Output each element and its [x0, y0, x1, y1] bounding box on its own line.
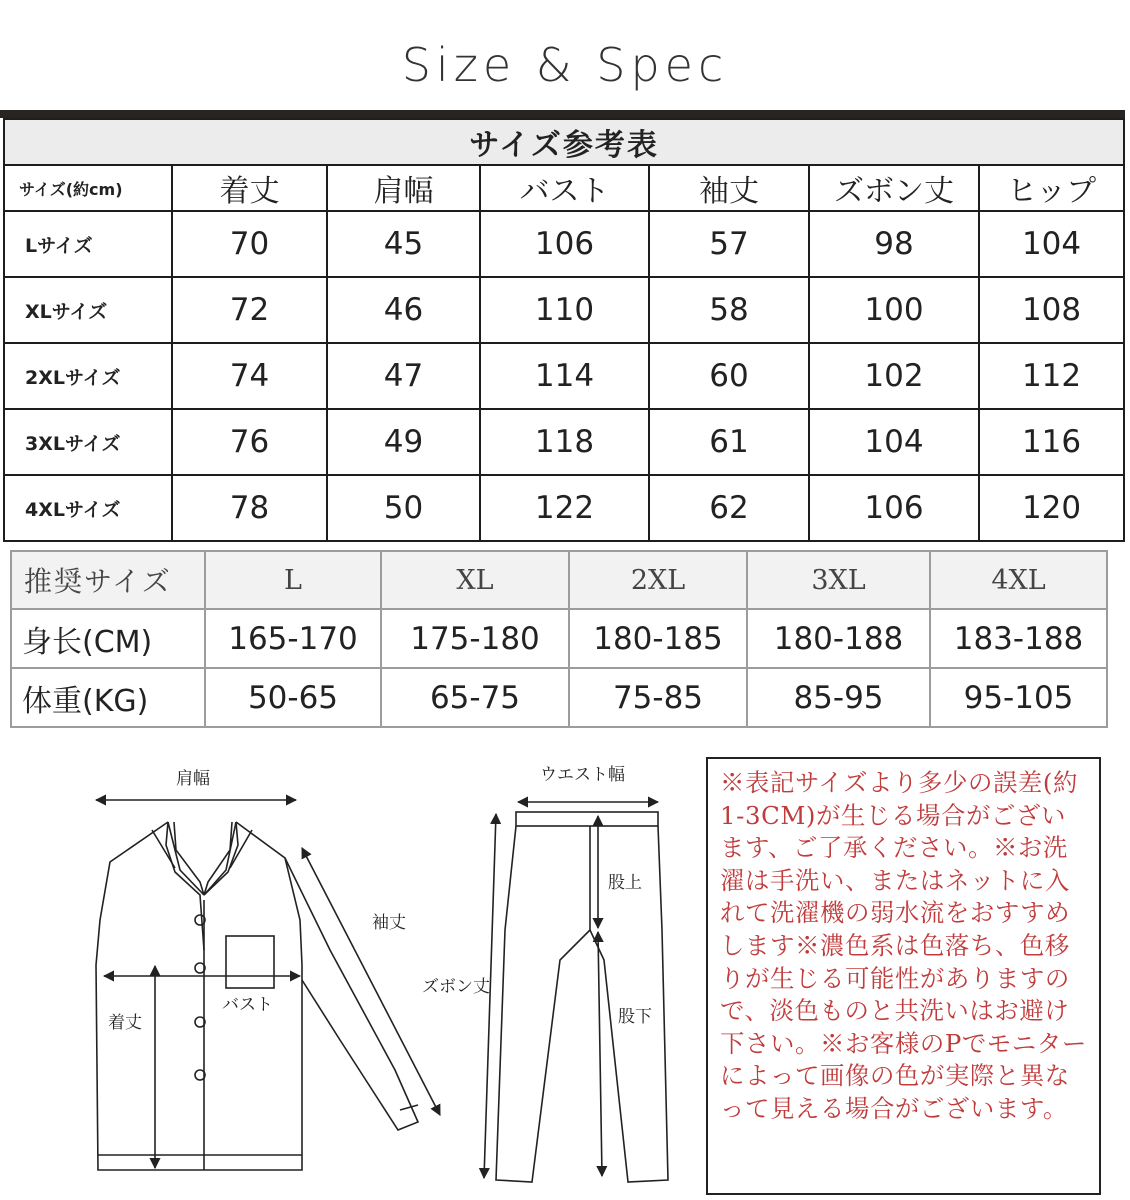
size-cell: 46: [327, 277, 480, 343]
size-cell: 70: [172, 211, 327, 277]
size-cell: 57: [649, 211, 809, 277]
size-cell: 110: [480, 277, 649, 343]
size-cell: 116: [979, 409, 1124, 475]
size-row-l: [4, 211, 1124, 277]
recommended-row-label: 身长(CM): [11, 609, 205, 668]
recommended-cell: 65-75: [381, 668, 569, 727]
size-cell: 100: [809, 277, 979, 343]
size-cell: 104: [979, 211, 1124, 277]
size-cell: 61: [649, 409, 809, 475]
size-cell: 50: [327, 475, 480, 541]
size-row-3xl: [4, 409, 1124, 475]
size-table-caption: サイズ参考表: [4, 119, 1124, 165]
size-cell: 78: [172, 475, 327, 541]
pants-length-label: ズボン丈: [422, 977, 490, 997]
size-cell: 118: [480, 409, 649, 475]
size-cell: 47: [327, 343, 480, 409]
size-row-label: Lサイズ: [4, 211, 172, 277]
size-cell: 45: [327, 211, 480, 277]
pants-outline: [496, 812, 668, 1182]
recommended-row-weight: [11, 668, 1107, 727]
waist-label: ウエスト幅: [540, 765, 625, 785]
recommended-cell: 180-188: [747, 609, 930, 668]
inseam-label: 股下: [618, 1007, 652, 1027]
recommended-cell: 175-180: [381, 609, 569, 668]
size-table-caption-row: [4, 119, 1124, 165]
size-cell: 112: [979, 343, 1124, 409]
recommended-cell: 75-85: [569, 668, 747, 727]
table-top-bar: [0, 110, 1125, 118]
recommended-corner-label: 推奨サイズ: [11, 551, 205, 609]
recommended-column-header: 4XL: [930, 551, 1107, 609]
size-row-2xl: [4, 343, 1124, 409]
size-cell: 72: [172, 277, 327, 343]
recommended-cell: 165-170: [205, 609, 381, 668]
recommended-cell: 85-95: [747, 668, 930, 727]
recommended-column-header: L: [205, 551, 381, 609]
recommended-row-label: 体重(KG): [11, 668, 205, 727]
size-row-label: 2XLサイズ: [4, 343, 172, 409]
size-row-label: 3XLサイズ: [4, 409, 172, 475]
size-row-4xl: [4, 475, 1124, 541]
garment-measurement-diagram: [0, 750, 700, 1200]
size-cell: 106: [480, 211, 649, 277]
size-table-corner-label: サイズ(約cm): [4, 165, 172, 211]
size-cell: 122: [480, 475, 649, 541]
recommended-column-header: XL: [381, 551, 569, 609]
size-cell: 104: [809, 409, 979, 475]
column-header-hip: ヒップ: [979, 165, 1124, 211]
shoulder-label: 肩幅: [176, 769, 210, 789]
recommended-header-row: [11, 551, 1107, 609]
recommended-cell: 183-188: [930, 609, 1107, 668]
bust-label: バスト: [222, 995, 273, 1015]
size-row-xl: [4, 277, 1124, 343]
size-row-label: 4XLサイズ: [4, 475, 172, 541]
size-cell: 106: [809, 475, 979, 541]
inseam-arrow: [598, 932, 602, 1176]
page-title: Size & Spec: [401, 38, 729, 92]
recommended-size-table: [10, 550, 1108, 728]
size-cell: 120: [979, 475, 1124, 541]
recommended-column-header: 3XL: [747, 551, 930, 609]
recommended-cell: 180-185: [569, 609, 747, 668]
recommended-column-header: 2XL: [569, 551, 747, 609]
size-cell: 60: [649, 343, 809, 409]
column-header-pants-length: ズボン丈: [809, 165, 979, 211]
size-cell: 49: [327, 409, 480, 475]
size-cell: 108: [979, 277, 1124, 343]
length-label: 着丈: [108, 1013, 142, 1033]
size-cell: 98: [809, 211, 979, 277]
sleeve-arrow: [302, 848, 440, 1115]
size-cell: 62: [649, 475, 809, 541]
rise-label: 股上: [608, 873, 642, 893]
size-table-header-row: [4, 165, 1124, 211]
size-reference-table: [3, 118, 1125, 542]
size-cell: 58: [649, 277, 809, 343]
size-cell: 76: [172, 409, 327, 475]
column-header-shoulder: 肩幅: [327, 165, 480, 211]
care-notes: ※表記サイズより多少の誤差(約1-3CM)が生じる場合がございます、ご了承ください。※お洗濯は手洗い、またはネットに入れて洗濯機の弱水流をおすすめします※濃色系は色落ち、色移りが生じる可能性がありますので、淡色ものと共洗いはお避け下さい。※お客様のPでモニターによって画像の色が実際と異なって見える場合がございます。: [706, 757, 1101, 1195]
column-header-bust: バスト: [480, 165, 649, 211]
recommended-cell: 95-105: [930, 668, 1107, 727]
recommended-cell: 50-65: [205, 668, 381, 727]
size-row-label: XLサイズ: [4, 277, 172, 343]
column-header-sleeve: 袖丈: [649, 165, 809, 211]
size-cell: 102: [809, 343, 979, 409]
size-cell: 114: [480, 343, 649, 409]
recommended-row-height: [11, 609, 1107, 668]
column-header-length: 着丈: [172, 165, 327, 211]
size-cell: 74: [172, 343, 327, 409]
sleeve-label: 袖丈: [372, 913, 406, 933]
